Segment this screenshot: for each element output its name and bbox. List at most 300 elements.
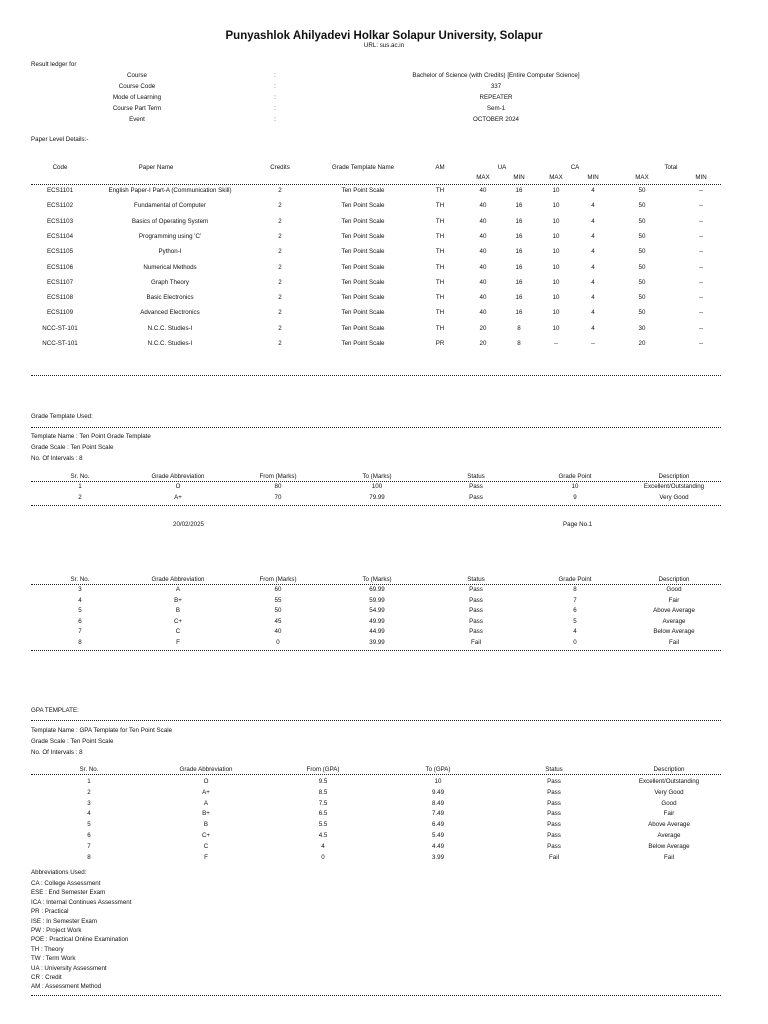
paper-cell: 40 bbox=[479, 248, 487, 256]
gpa-cell: Very Good bbox=[654, 788, 684, 796]
grade-cell: F bbox=[176, 638, 180, 646]
paper-cell: -- bbox=[698, 232, 704, 240]
grade-cell: A+ bbox=[174, 493, 182, 501]
divider bbox=[31, 774, 721, 775]
gpa-cell: 0 bbox=[321, 853, 325, 861]
ledger-field-separator: : bbox=[274, 116, 276, 123]
ledger-field-label: Course Part Term bbox=[112, 105, 162, 112]
grade-cell: 1 bbox=[78, 483, 82, 490]
paper-cell: 40 bbox=[479, 309, 487, 317]
abbreviation-item: ICA : Internal Continues Assessment bbox=[31, 898, 132, 906]
paper-cell: -- bbox=[698, 309, 704, 317]
gpa-cell: Above Average bbox=[648, 821, 690, 829]
paper-cell: 2 bbox=[278, 202, 282, 210]
paper-header: Grade Template Name bbox=[331, 164, 395, 171]
paper-cell: TH bbox=[435, 324, 445, 332]
divider bbox=[31, 184, 721, 185]
ledger-field-value: Bachelor of Science (with Credits) [Entire Computer Science] bbox=[412, 72, 580, 79]
paper-cell: Python-I bbox=[158, 248, 182, 256]
gpa-cell: 1 bbox=[87, 778, 91, 785]
gpa-cell: Fair bbox=[663, 810, 675, 818]
gpa-cell: Pass bbox=[547, 799, 561, 807]
grade-cell: Fair bbox=[668, 596, 680, 604]
university-title: Punyashlok Ahilyadevi Holkar Solapur University, Solapur bbox=[225, 30, 543, 42]
paper-cell: 4 bbox=[591, 232, 595, 240]
ledger-field-value: 337 bbox=[490, 83, 502, 90]
paper-cell: -- bbox=[698, 263, 704, 271]
paper-cell: PR bbox=[435, 340, 445, 347]
gpa-cell: Fail bbox=[549, 853, 559, 861]
paper-cell: -- bbox=[698, 340, 704, 347]
grade-cell: 0 bbox=[573, 638, 577, 646]
paper-cell: Fundamental of Computer bbox=[134, 202, 206, 210]
footer-page: Page No.1 bbox=[563, 521, 593, 528]
paper-cell: 4 bbox=[591, 263, 595, 271]
paper-cell: Basic Electronics bbox=[146, 294, 194, 302]
paper-cell: Basics of Operating System bbox=[131, 217, 209, 225]
paper-cell: 40 bbox=[479, 232, 487, 240]
paper-cell: 2 bbox=[278, 340, 282, 347]
paper-cell: 50 bbox=[638, 278, 646, 286]
gpa-cell: C bbox=[203, 842, 209, 850]
paper-cell: TH bbox=[435, 232, 445, 240]
grade-cell: 55 bbox=[274, 596, 282, 604]
grade-cell: 0 bbox=[276, 638, 280, 646]
abbreviation-item: UA : University Assessment bbox=[31, 964, 107, 972]
gpa-cell: 8.5 bbox=[318, 788, 328, 796]
ledger-field-separator: : bbox=[274, 83, 276, 90]
gpa-header: Status bbox=[545, 766, 563, 773]
grade-cell: Average bbox=[662, 617, 686, 625]
paper-cell: 20 bbox=[479, 324, 487, 332]
ledger-field-value: OCTOBER 2024 bbox=[473, 116, 519, 123]
grade-cell: 7 bbox=[78, 628, 82, 635]
grade-cell: 54.99 bbox=[369, 607, 385, 614]
grade-header: Sr. No. bbox=[70, 576, 90, 583]
paper-cell: Ten Point Scale bbox=[341, 324, 385, 332]
abbreviation-item: AM : Assessment Method bbox=[31, 983, 102, 991]
grade-cell: Pass bbox=[469, 628, 483, 635]
gpa-cell: Pass bbox=[547, 832, 561, 839]
paper-cell: 10 bbox=[552, 217, 560, 225]
paper-cell: Ten Point Scale bbox=[341, 340, 385, 347]
gpa-template-name: Template Name : GPA Template for Ten Point Scale bbox=[31, 727, 173, 734]
grade-cell: 5 bbox=[573, 617, 577, 625]
paper-cell: 10 bbox=[552, 324, 560, 332]
paper-cell: 50 bbox=[638, 309, 646, 317]
gpa-cell: 5.5 bbox=[318, 821, 328, 829]
paper-cell: ECS1105 bbox=[46, 248, 74, 256]
paper-cell: -- bbox=[698, 294, 704, 302]
gpa-cell: 6 bbox=[87, 832, 91, 839]
grade-cell: 39.99 bbox=[369, 638, 385, 646]
paper-cell: 8 bbox=[517, 324, 521, 332]
paper-cell: English Paper-I Part-A (Communication Skill) bbox=[108, 187, 232, 194]
grade-cell: 5 bbox=[78, 607, 82, 614]
grade-cell: 40 bbox=[274, 628, 282, 635]
grade-template-scale: Grade Scale : Ten Point Scale bbox=[31, 444, 114, 451]
paper-cell: N.C.C. Studies-I bbox=[147, 340, 193, 347]
paper-cell: 40 bbox=[479, 187, 487, 194]
gpa-cell: Pass bbox=[547, 810, 561, 818]
gpa-header: Grade Abbreviation bbox=[179, 766, 233, 773]
divider bbox=[31, 584, 721, 585]
grade-cell: Excellent/Outstanding bbox=[643, 483, 705, 490]
paper-cell: Ten Point Scale bbox=[341, 248, 385, 256]
paper-subheader: MAX bbox=[549, 174, 563, 181]
gpa-cell: 9.5 bbox=[318, 778, 328, 785]
paper-cell: ECS1109 bbox=[46, 309, 74, 317]
grade-header: Status bbox=[467, 473, 485, 480]
paper-cell: ECS1106 bbox=[46, 263, 74, 271]
grade-header: Grade Abbreviation bbox=[151, 576, 205, 583]
grade-cell: 9 bbox=[573, 493, 577, 501]
gpa-cell: Excellent/Outstanding bbox=[638, 778, 700, 785]
paper-cell: N.C.C. Studies-I bbox=[147, 324, 193, 332]
paper-cell: ECS1101 bbox=[46, 187, 74, 194]
paper-cell: 16 bbox=[515, 294, 523, 302]
paper-cell: 10 bbox=[552, 187, 560, 194]
gpa-cell: Average bbox=[657, 832, 681, 839]
paper-cell: 50 bbox=[638, 232, 646, 240]
paper-cell: -- bbox=[590, 340, 596, 347]
grade-header: Grade Point bbox=[558, 576, 592, 583]
grade-cell: 69.99 bbox=[369, 586, 385, 593]
gpa-cell: 8.49 bbox=[431, 799, 445, 807]
grade-cell: B+ bbox=[174, 596, 182, 604]
gpa-cell: 4 bbox=[321, 842, 325, 850]
grade-cell: Very Good bbox=[659, 493, 689, 501]
gpa-template-heading: GPA TEMPLATE: bbox=[31, 707, 79, 714]
grade-template-heading: Grade Template Used: bbox=[31, 413, 93, 420]
university-url: URL: sus.ac.in bbox=[363, 42, 405, 49]
paper-cell: 2 bbox=[278, 278, 282, 286]
paper-cell: Ten Point Scale bbox=[341, 263, 385, 271]
grade-cell: 70 bbox=[274, 493, 282, 501]
paper-cell: Ten Point Scale bbox=[341, 278, 385, 286]
paper-cell: TH bbox=[435, 263, 445, 271]
gpa-cell: 7 bbox=[87, 842, 91, 850]
grade-cell: 100 bbox=[371, 483, 383, 490]
paper-cell: 2 bbox=[278, 324, 282, 332]
paper-cell: 50 bbox=[638, 217, 646, 225]
paper-cell: TH bbox=[435, 294, 445, 302]
paper-cell: 40 bbox=[479, 278, 487, 286]
grade-cell: Fail bbox=[669, 638, 679, 646]
ledger-field-separator: : bbox=[274, 94, 276, 101]
paper-cell: 2 bbox=[278, 309, 282, 317]
abbreviation-item: ISE : In Semester Exam bbox=[31, 917, 98, 925]
paper-cell: 30 bbox=[638, 324, 646, 332]
paper-cell: 50 bbox=[638, 187, 646, 194]
paper-cell: 16 bbox=[515, 202, 523, 210]
grade-header: Description bbox=[658, 473, 690, 480]
grade-cell: Good bbox=[666, 586, 682, 593]
grade-header: To (Marks) bbox=[362, 576, 392, 583]
ledger-field-label: Course bbox=[127, 72, 147, 79]
paper-cell: 8 bbox=[517, 340, 521, 347]
grade-cell: 59.99 bbox=[369, 596, 385, 604]
ledger-field-value: Sem-1 bbox=[486, 105, 506, 112]
paper-cell: 16 bbox=[515, 278, 523, 286]
paper-cell: -- bbox=[698, 202, 704, 210]
paper-cell: Ten Point Scale bbox=[341, 217, 385, 225]
paper-cell: 4 bbox=[591, 187, 595, 194]
gpa-cell: 4 bbox=[87, 810, 91, 818]
paper-cell: 50 bbox=[638, 294, 646, 302]
paper-header: Credits bbox=[270, 164, 290, 171]
gpa-cell: B bbox=[203, 821, 209, 829]
grade-cell: Fail bbox=[471, 638, 481, 646]
paper-cell: 2 bbox=[278, 294, 282, 302]
paper-subheader: MAX bbox=[635, 174, 649, 181]
abbreviation-item: PR : Practical bbox=[31, 908, 69, 916]
paper-cell: 20 bbox=[479, 340, 487, 347]
paper-cell: 4 bbox=[591, 248, 595, 256]
paper-header: Paper Name bbox=[138, 164, 174, 171]
grade-cell: 3 bbox=[78, 586, 82, 593]
paper-cell: 4 bbox=[591, 278, 595, 286]
paper-cell: 16 bbox=[515, 217, 523, 225]
abbreviation-item: TW : Term Work bbox=[31, 955, 76, 963]
gpa-cell: Fail bbox=[664, 853, 674, 861]
paper-cell: 10 bbox=[552, 232, 560, 240]
gpa-cell: 2 bbox=[87, 788, 91, 796]
paper-subheader: MIN bbox=[695, 174, 707, 181]
paper-cell: 16 bbox=[515, 263, 523, 271]
paper-cell: Ten Point Scale bbox=[341, 202, 385, 210]
paper-header: Code bbox=[52, 164, 68, 171]
divider bbox=[31, 650, 721, 651]
gpa-header: From (GPA) bbox=[306, 766, 340, 773]
gpa-cell: 4.5 bbox=[318, 832, 328, 839]
paper-cell: 40 bbox=[479, 263, 487, 271]
grade-header: To (Marks) bbox=[362, 473, 392, 480]
paper-cell: Advanced Electronics bbox=[140, 309, 200, 317]
grade-template-intervals: No. Of Intervals : 8 bbox=[31, 455, 83, 462]
paper-cell: 16 bbox=[515, 248, 523, 256]
paper-cell: TH bbox=[435, 187, 445, 194]
gpa-cell: C+ bbox=[201, 832, 211, 839]
grade-cell: 4 bbox=[573, 628, 577, 635]
grade-header: Status bbox=[467, 576, 485, 583]
grade-cell: 4 bbox=[78, 596, 82, 604]
ledger-field-label: Mode of Learning bbox=[112, 94, 162, 101]
ledger-heading: Result ledger for bbox=[31, 61, 77, 68]
abbreviations-heading: Abbreviations Used: bbox=[31, 869, 87, 876]
paper-header: CA bbox=[570, 164, 580, 171]
grade-cell: 45 bbox=[274, 617, 282, 625]
paper-cell: -- bbox=[698, 324, 704, 332]
ledger-field-label: Course Code bbox=[118, 83, 156, 90]
grade-cell: 6 bbox=[573, 607, 577, 614]
paper-cell: 4 bbox=[591, 324, 595, 332]
grade-header: From (Marks) bbox=[259, 473, 297, 480]
paper-subheader: MIN bbox=[513, 174, 525, 181]
grade-header: Description bbox=[658, 576, 690, 583]
gpa-header: To (GPA) bbox=[425, 766, 451, 773]
gpa-cell: 3.99 bbox=[431, 853, 445, 861]
gpa-cell: 6.5 bbox=[318, 810, 328, 818]
paper-cell: 4 bbox=[591, 309, 595, 317]
paper-cell: 50 bbox=[638, 248, 646, 256]
gpa-cell: Good bbox=[661, 799, 677, 807]
abbreviation-item: ESE : End Semester Exam bbox=[31, 889, 106, 897]
grade-cell: Pass bbox=[469, 483, 483, 490]
paper-cell: -- bbox=[553, 340, 559, 347]
paper-header: Total bbox=[664, 164, 678, 171]
gpa-cell: F bbox=[204, 853, 208, 861]
grade-header: Grade Point bbox=[558, 473, 592, 480]
paper-cell: 4 bbox=[591, 217, 595, 225]
paper-cell: TH bbox=[435, 202, 445, 210]
paper-cell: 2 bbox=[278, 187, 282, 194]
gpa-cell: Below Average bbox=[648, 842, 690, 850]
ledger-field-separator: : bbox=[274, 72, 276, 79]
grade-cell: Pass bbox=[469, 617, 483, 625]
paper-cell: -- bbox=[698, 187, 704, 194]
paper-cell: NCC-ST-101 bbox=[42, 324, 78, 332]
gpa-cell: O bbox=[203, 778, 209, 785]
grade-cell: O bbox=[175, 483, 181, 490]
divider bbox=[31, 375, 721, 376]
grade-template-name: Template Name : Ten Point Grade Template bbox=[31, 433, 151, 440]
paper-cell: Graph Theory bbox=[150, 278, 190, 286]
divider bbox=[31, 481, 721, 482]
ledger-field-separator: : bbox=[274, 105, 276, 112]
paper-cell: ECS1107 bbox=[46, 278, 74, 286]
grade-cell: C bbox=[175, 628, 181, 635]
gpa-cell: 7.5 bbox=[318, 799, 328, 807]
abbreviation-item: TH : Theory bbox=[31, 945, 64, 953]
paper-cell: 10 bbox=[552, 294, 560, 302]
paper-cell: 2 bbox=[278, 248, 282, 256]
gpa-template-intervals: No. Of Intervals : 8 bbox=[31, 749, 83, 756]
paper-cell: Programming using 'C' bbox=[138, 232, 202, 240]
gpa-cell: 8 bbox=[87, 853, 91, 861]
paper-cell: TH bbox=[435, 217, 445, 225]
paper-cell: 4 bbox=[591, 294, 595, 302]
divider bbox=[31, 505, 721, 506]
ledger-field-value: REPEATER bbox=[479, 94, 513, 101]
paper-cell: 2 bbox=[278, 217, 282, 225]
grade-cell: 6 bbox=[78, 617, 82, 625]
gpa-cell: 10 bbox=[434, 778, 442, 785]
paper-cell: 50 bbox=[638, 202, 646, 210]
paper-cell: 40 bbox=[479, 202, 487, 210]
gpa-header: Sr. No. bbox=[79, 766, 99, 773]
paper-cell: 10 bbox=[552, 278, 560, 286]
divider bbox=[31, 720, 721, 721]
paper-cell: 40 bbox=[479, 217, 487, 225]
paper-cell: ECS1108 bbox=[46, 294, 74, 302]
paper-cell: Ten Point Scale bbox=[341, 187, 385, 194]
grade-cell: 50 bbox=[274, 607, 282, 614]
gpa-cell: 5.49 bbox=[431, 832, 445, 839]
gpa-cell: A bbox=[203, 799, 209, 807]
paper-cell: ECS1102 bbox=[46, 202, 74, 210]
paper-subheader: MIN bbox=[587, 174, 599, 181]
grade-cell: B bbox=[175, 607, 181, 614]
paper-cell: 16 bbox=[515, 187, 523, 194]
grade-cell: 8 bbox=[78, 638, 82, 646]
gpa-cell: Pass bbox=[547, 842, 561, 850]
paper-cell: 40 bbox=[479, 294, 487, 302]
gpa-cell: 6.49 bbox=[431, 821, 445, 829]
paper-subheader: MAX bbox=[476, 174, 490, 181]
paper-cell: 10 bbox=[552, 202, 560, 210]
paper-cell: -- bbox=[698, 248, 704, 256]
grade-cell: 44.99 bbox=[369, 628, 385, 635]
paper-cell: Ten Point Scale bbox=[341, 309, 385, 317]
paper-cell: Numerical Methods bbox=[143, 263, 197, 271]
grade-cell: 80 bbox=[274, 483, 282, 490]
divider bbox=[31, 995, 721, 996]
abbreviation-item: PW : Project Work bbox=[31, 927, 82, 934]
grade-cell: 60 bbox=[274, 586, 282, 593]
grade-cell: Above Average bbox=[653, 607, 695, 614]
grade-header: From (Marks) bbox=[259, 576, 297, 583]
paper-cell: 10 bbox=[552, 263, 560, 271]
paper-cell: 16 bbox=[515, 232, 523, 240]
gpa-cell: Pass bbox=[547, 788, 561, 796]
grade-cell: C+ bbox=[173, 617, 183, 625]
paper-cell: 16 bbox=[515, 309, 523, 317]
gpa-cell: 7.49 bbox=[431, 810, 445, 818]
abbreviation-item: CR : Credit bbox=[31, 974, 62, 981]
paper-cell: 2 bbox=[278, 263, 282, 271]
paper-cell: TH bbox=[435, 278, 445, 286]
abbreviation-item: POE : Practical Online Examination bbox=[31, 936, 129, 944]
paper-cell: ECS1104 bbox=[46, 232, 74, 240]
grade-header: Grade Abbreviation bbox=[151, 473, 205, 480]
gpa-template-scale: Grade Scale : Ten Point Scale bbox=[31, 738, 114, 745]
abbreviation-item: CA : College Assessment bbox=[31, 880, 101, 887]
paper-cell: 4 bbox=[591, 202, 595, 210]
paper-cell: 50 bbox=[638, 263, 646, 271]
paper-cell: 2 bbox=[278, 232, 282, 240]
paper-cell: ECS1103 bbox=[46, 217, 74, 225]
paper-cell: 10 bbox=[552, 248, 560, 256]
grade-cell: Pass bbox=[469, 596, 483, 604]
gpa-cell: 9.49 bbox=[431, 788, 445, 796]
grade-cell: 2 bbox=[78, 493, 82, 501]
paper-cell: 10 bbox=[552, 309, 560, 317]
paper-heading: Paper Level Details:- bbox=[31, 136, 89, 143]
grade-cell: 8 bbox=[573, 586, 577, 593]
grade-cell: Below Average bbox=[653, 628, 695, 635]
paper-cell: Ten Point Scale bbox=[341, 232, 385, 240]
gpa-cell: 3 bbox=[87, 799, 91, 807]
paper-header: AM bbox=[435, 164, 445, 171]
grade-cell: 79.99 bbox=[369, 493, 385, 501]
grade-cell: 10 bbox=[571, 483, 579, 490]
gpa-cell: Pass bbox=[547, 821, 561, 829]
gpa-cell: B+ bbox=[202, 810, 210, 818]
paper-cell: TH bbox=[435, 248, 445, 256]
gpa-cell: A+ bbox=[202, 788, 210, 796]
footer-date: 20/02/2025 bbox=[173, 521, 204, 528]
paper-cell: Ten Point Scale bbox=[341, 294, 385, 302]
paper-cell: NCC-ST-101 bbox=[42, 340, 78, 347]
gpa-cell: 5 bbox=[87, 821, 91, 829]
gpa-header: Description bbox=[653, 766, 685, 773]
grade-cell: A bbox=[175, 586, 181, 593]
paper-cell: -- bbox=[698, 217, 704, 225]
paper-cell: -- bbox=[698, 278, 704, 286]
paper-cell: TH bbox=[435, 309, 445, 317]
divider bbox=[31, 427, 721, 428]
